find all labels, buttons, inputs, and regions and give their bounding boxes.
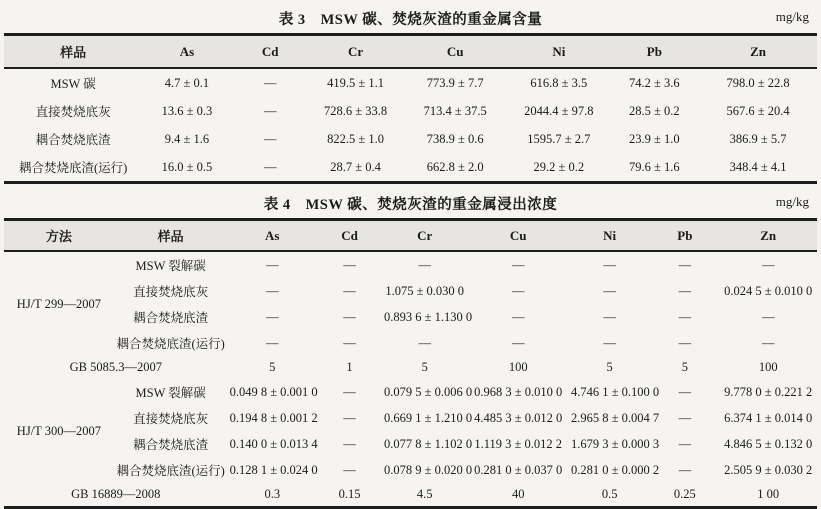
- value-cell: —: [343, 410, 356, 425]
- value-cell: —: [343, 436, 356, 451]
- value-cell: —: [343, 283, 356, 298]
- method-cell: HJ/T 300—2007: [16, 423, 101, 438]
- value-cell: 0.281 0 ± 0.037 0: [474, 462, 563, 477]
- value-cell: 28.5 ± 0.2: [629, 103, 680, 118]
- limit-value-cell: 100: [758, 360, 778, 374]
- value-cell: 9.4 ± 1.6: [164, 131, 210, 146]
- value-cell: —: [678, 309, 692, 324]
- value-cell: 728.6 ± 33.8: [324, 103, 388, 118]
- value-cell: 0.194 8 ± 0.001 2: [229, 410, 318, 425]
- value-cell: —: [603, 257, 616, 272]
- sample-cell: 直接焚烧底灰: [133, 412, 209, 426]
- table-row: [4, 278, 817, 304]
- value-cell: 23.9 ± 1.0: [629, 131, 680, 146]
- limit-value-cell: 1 00: [757, 487, 780, 501]
- value-cell: 29.2 ± 0.2: [533, 159, 585, 174]
- table3-title: 表 3 MSW 碳、焚烧灰渣的重金属含量: [278, 12, 543, 28]
- value-cell: —: [678, 384, 692, 399]
- value-cell: 798.0 ± 22.8: [726, 75, 790, 90]
- table-row: [4, 153, 817, 183]
- table-row: [4, 431, 817, 457]
- value-cell: 0.128 1 ± 0.024 0: [229, 462, 318, 477]
- col-header-cu: Cu: [467, 220, 569, 252]
- value-cell: —: [343, 462, 356, 477]
- value-cell: 28.7 ± 0.4: [330, 159, 381, 174]
- limit-value-cell: 0.5: [601, 487, 618, 501]
- value-cell: 0.140 0 ± 0.013 4: [229, 436, 318, 451]
- value-cell: —: [266, 335, 279, 350]
- table-row: [4, 125, 817, 153]
- sample-cell: MSW 裂解碳: [135, 386, 206, 400]
- table3-caption-row: [4, 5, 817, 33]
- limit-value-cell: 5: [681, 360, 688, 374]
- value-cell: —: [343, 384, 356, 399]
- value-cell: —: [263, 131, 277, 146]
- value-cell: —: [678, 335, 692, 350]
- value-cell: 662.8 ± 2.0: [426, 159, 484, 174]
- value-cell: —: [511, 283, 525, 298]
- col-header-cd: Cd: [317, 220, 382, 252]
- value-cell: 822.5 ± 1.0: [327, 131, 385, 146]
- value-cell: 4.7 ± 0.1: [164, 75, 210, 90]
- table-row: [4, 304, 817, 330]
- col-header-ni: Ni: [569, 220, 650, 252]
- table3-header-row: [4, 35, 817, 69]
- value-cell: —: [678, 436, 692, 451]
- value-cell: 1.119 3 ± 0.012 2: [474, 436, 563, 451]
- value-cell: 6.374 1 ± 0.014 0: [724, 410, 813, 425]
- sample-cell: 直接焚烧底灰: [35, 105, 111, 119]
- value-cell: 2.965 8 ± 0.004 7: [571, 410, 660, 425]
- sample-cell: MSW 碳: [50, 77, 96, 91]
- limit-value-cell: 0.3: [264, 487, 281, 501]
- value-cell: —: [511, 335, 525, 350]
- sample-cell: 耦合焚烧底渣(运行): [116, 464, 225, 478]
- value-cell: —: [761, 335, 775, 350]
- value-cell: 0.968 3 ± 0.010 0: [474, 384, 563, 399]
- value-cell: —: [418, 257, 431, 272]
- limit-value-cell: 0.15: [338, 487, 361, 501]
- limit-row: [4, 483, 817, 508]
- col-header-pb: Pb: [650, 220, 719, 252]
- sample-cell: 耦合焚烧底渣: [133, 311, 209, 325]
- value-cell: —: [343, 257, 356, 272]
- table-row: [4, 405, 817, 431]
- table4-unit: mg/kg: [775, 194, 809, 209]
- limit-value-cell: 1: [346, 360, 353, 374]
- table4-header-row: [4, 220, 817, 252]
- value-cell: —: [266, 283, 279, 298]
- sample-cell: 耦合焚烧底渣: [133, 438, 209, 452]
- col-header-ni: Ni: [508, 35, 610, 69]
- col-header-cu: Cu: [402, 35, 508, 69]
- limit-label-cell: GB 16889—2008: [71, 487, 161, 501]
- value-cell: 567.6 ± 20.4: [726, 103, 790, 118]
- col-header-cd: Cd: [232, 35, 309, 69]
- limit-value-cell: 100: [508, 360, 528, 374]
- table-row: [4, 68, 817, 97]
- value-cell: 0.049 8 ± 0.001 0: [229, 384, 318, 399]
- value-cell: 738.9 ± 0.6: [426, 131, 484, 146]
- limit-label-cell: GB 5085.3—2007: [69, 360, 162, 374]
- value-cell: 13.6 ± 0.3: [161, 103, 213, 118]
- col-header-as: As: [142, 35, 231, 69]
- col-header-as: As: [228, 220, 317, 252]
- col-header-样品: 样品: [114, 220, 228, 252]
- method-cell: HJ/T 299—2007: [16, 296, 101, 311]
- value-cell: 0.281 0 ± 0.000 2: [571, 462, 660, 477]
- table-row: [4, 330, 817, 356]
- sample-cell: 直接焚烧底灰: [133, 285, 209, 299]
- value-cell: —: [511, 257, 525, 272]
- table3-unit: mg/kg: [775, 9, 809, 24]
- limit-value-cell: 4.5: [416, 487, 433, 501]
- table3: [4, 33, 817, 184]
- value-cell: 9.778 0 ± 0.221 2: [724, 384, 813, 399]
- sample-cell: 耦合焚烧底渣(运行): [18, 161, 128, 175]
- col-header-zn: Zn: [699, 35, 817, 69]
- value-cell: 0.078 9 ± 0.020 0: [384, 462, 473, 477]
- value-cell: —: [511, 309, 525, 324]
- value-cell: 713.4 ± 37.5: [423, 103, 487, 118]
- value-cell: —: [761, 257, 775, 272]
- value-cell: 2044.4 ± 97.8: [524, 103, 594, 118]
- table4: [4, 218, 817, 509]
- col-header-cr: Cr: [382, 220, 467, 252]
- value-cell: 4.746 1 ± 0.100 0: [571, 384, 660, 399]
- col-header-pb: Pb: [610, 35, 699, 69]
- sample-cell: MSW 裂解碳: [135, 259, 206, 273]
- value-cell: —: [263, 103, 277, 118]
- value-cell: 16.0 ± 0.5: [161, 159, 213, 174]
- limit-row: [4, 356, 817, 379]
- value-cell: 419.5 ± 1.1: [327, 75, 385, 90]
- col-header-cr: Cr: [309, 35, 402, 69]
- value-cell: 4.846 5 ± 0.132 0: [724, 436, 813, 451]
- col-header-样品: 样品: [4, 35, 142, 69]
- value-cell: 773.9 ± 7.7: [426, 75, 484, 90]
- value-cell: 1.679 3 ± 0.000 3: [571, 436, 660, 451]
- value-cell: 386.9 ± 5.7: [729, 131, 787, 146]
- value-cell: —: [603, 309, 616, 324]
- value-cell: —: [678, 257, 692, 272]
- table4-title: 表 4 MSW 碳、焚烧灰渣的重金属浸出浓度: [263, 197, 558, 213]
- limit-value-cell: 5: [269, 360, 276, 374]
- value-cell: 79.6 ± 1.6: [629, 159, 680, 174]
- value-cell: —: [266, 309, 279, 324]
- col-header-方法: 方法: [4, 220, 114, 252]
- value-cell: 348.4 ± 4.1: [729, 159, 787, 174]
- table-row: [4, 457, 817, 483]
- value-cell: 0.079 5 ± 0.006 0: [384, 384, 473, 399]
- value-cell: —: [678, 462, 692, 477]
- table3-body: [4, 68, 817, 183]
- value-cell: —: [266, 257, 279, 272]
- value-cell: —: [603, 335, 616, 350]
- sample-cell: 耦合焚烧底渣: [35, 133, 111, 147]
- sample-cell: 耦合焚烧底渣(运行): [116, 337, 225, 351]
- value-cell: —: [263, 75, 277, 90]
- value-cell: —: [761, 309, 775, 324]
- value-cell: —: [343, 309, 356, 324]
- value-cell: —: [343, 335, 356, 350]
- value-cell: —: [678, 283, 692, 298]
- limit-value-cell: 5: [421, 360, 428, 374]
- value-cell: 1595.7 ± 2.7: [527, 131, 591, 146]
- value-cell: 74.2 ± 3.6: [629, 75, 680, 90]
- value-cell: 4.485 3 ± 0.012 0: [474, 410, 563, 425]
- value-cell: —: [603, 283, 616, 298]
- value-cell: 0.077 8 ± 1.102 0: [384, 436, 473, 451]
- value-cell: 2.505 9 ± 0.030 2: [724, 462, 813, 477]
- limit-value-cell: 0.25: [673, 487, 696, 501]
- value-cell: 0.893 6 ± 1.130 0: [384, 309, 473, 324]
- table-row: [4, 97, 817, 125]
- col-header-zn: Zn: [719, 220, 817, 252]
- limit-value-cell: 40: [511, 487, 525, 501]
- value-cell: 0.669 1 ± 1.210 0: [384, 410, 473, 425]
- value-cell: 1.075 ± 0.030 0: [385, 283, 465, 298]
- value-cell: —: [263, 159, 277, 174]
- limit-value-cell: 5: [606, 360, 613, 374]
- value-cell: —: [678, 410, 692, 425]
- table4-body: [4, 251, 817, 508]
- table-row: [4, 379, 817, 405]
- value-cell: —: [418, 335, 431, 350]
- table-row: [4, 251, 817, 278]
- value-cell: 616.8 ± 3.5: [530, 75, 588, 90]
- table4-caption-row: [4, 184, 817, 218]
- value-cell: 0.024 5 ± 0.010 0: [724, 283, 813, 298]
